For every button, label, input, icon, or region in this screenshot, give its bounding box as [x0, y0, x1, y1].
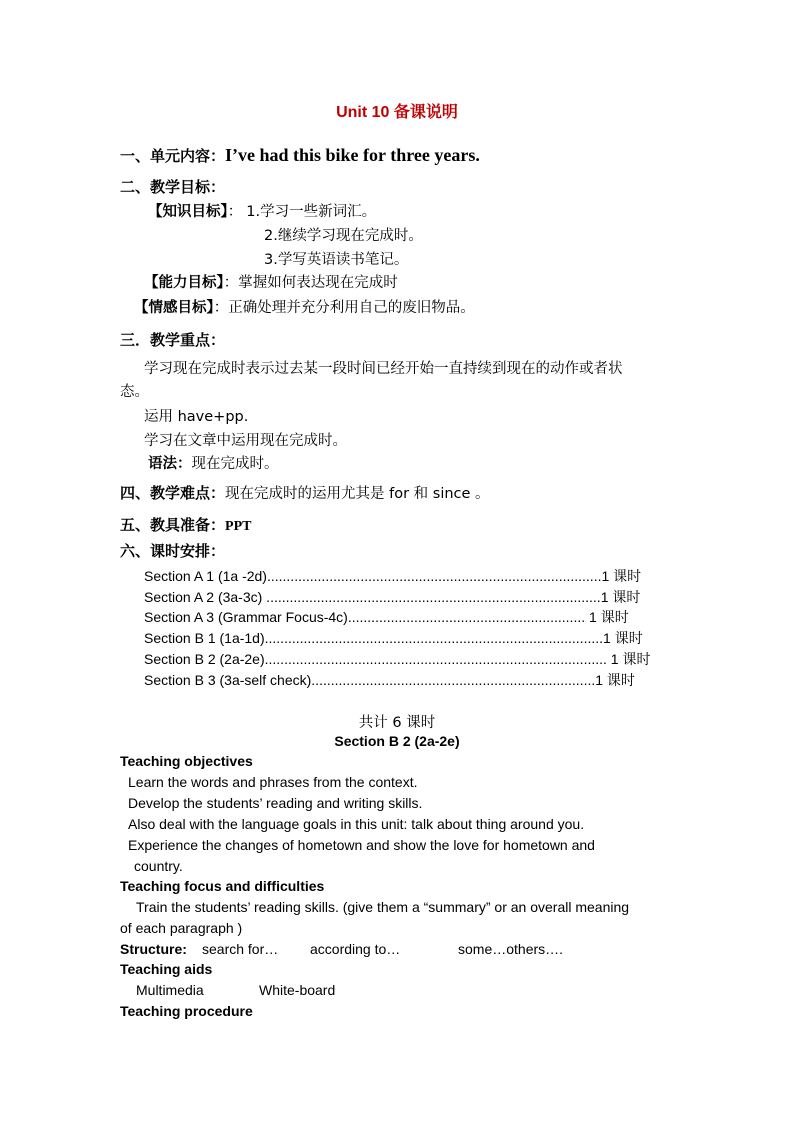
structure-label: Structure:: [120, 941, 187, 957]
knowledge-goal-line: [148, 200, 376, 221]
materials-label: 五、教具准备：: [120, 516, 226, 534]
schedule-leader-dots: ......................................................................................: [266, 568, 602, 584]
materials-text: PPT: [225, 519, 252, 534]
ability-goal-line: [144, 271, 398, 292]
schedule-leader-dots: ........................................................................................: [264, 651, 607, 667]
schedule-hours: 1 课时: [601, 568, 642, 584]
schedule-section-name: Section A 3 (Grammar Focus-4c): [144, 609, 348, 625]
schedule-leader-dots: .............................................................: [347, 609, 586, 625]
focus-label: Teaching focus and difficulties: [120, 878, 325, 894]
focus-line: of each paragraph ): [120, 920, 243, 936]
schedule-row: [144, 649, 651, 669]
document-title: Unit 10 备课说明: [336, 104, 458, 121]
unit-content-line: [120, 145, 480, 166]
emotion-goal-label: 【情感目标】: [134, 300, 214, 316]
schedule-label: 六、课时安排：: [120, 542, 226, 560]
knowledge-goal-sep: ：: [227, 204, 243, 220]
difficulty-label: 四、教学难点：: [120, 484, 226, 502]
ability-goal-text: ：掌握如何表达现在完成时: [223, 275, 398, 291]
schedule-leader-dots: ......................................................................................: [262, 589, 601, 605]
emotion-goal-line: [134, 296, 475, 317]
knowledge-goal-label: 【知识目标】: [148, 204, 228, 220]
schedule-hours: 1 课时: [606, 651, 651, 667]
schedule-section-name: Section A 1 (1a -2d): [144, 568, 267, 584]
grammar-label: 语法：: [148, 456, 192, 472]
schedule-hours: 1 课时: [585, 609, 629, 625]
unit-content-label: 一、单元内容：: [120, 147, 226, 165]
schedule-hours: 1 课时: [595, 672, 635, 688]
knowledge-goal-item: 2.继续学习现在完成时。: [264, 228, 423, 244]
schedule-section-name: Section A 2 (3a-3c): [144, 589, 263, 605]
grammar-line: [148, 452, 279, 473]
emotion-goal-text: ：正确处理并充分利用自己的废旧物品。: [213, 300, 475, 316]
knowledge-goal-item: 3.学写英语读书笔记。: [264, 252, 409, 268]
difficulty-text: 现在完成时的运用尤其是 for 和 since 。: [225, 486, 490, 502]
structure-item: according to…: [310, 941, 401, 957]
aids-label: Teaching aids: [120, 961, 213, 977]
materials-line: [120, 514, 251, 535]
difficulty-line: [120, 482, 490, 503]
schedule-row: [144, 628, 643, 648]
objective-item: country.: [134, 858, 183, 874]
structure-item: some…others….: [458, 941, 564, 957]
schedule-leader-dots: .......................................................................................: [264, 630, 604, 646]
schedule-section-name: Section B 2 (2a-2e): [144, 651, 265, 667]
objective-item: Learn the words and phrases from the context.: [128, 774, 418, 790]
schedule-row: [144, 670, 635, 690]
knowledge-goal-item: 1.学习一些新词汇。: [246, 204, 377, 220]
key-point-line: 学习现在完成时表示过去某一段时间已经开始一直持续到现在的动作或者状: [144, 361, 623, 377]
schedule-hours: 1 课时: [603, 630, 643, 646]
schedule-leader-dots: .........................................................................: [311, 672, 596, 688]
objective-item: Develop the students’ reading and writing skills.: [128, 795, 423, 811]
ability-goal-label: 【能力目标】: [144, 275, 224, 291]
schedule-row: [144, 607, 629, 627]
grammar-text: 现在完成时。: [191, 456, 279, 472]
key-point-line: 学习在文章中运用现在完成时。: [144, 433, 347, 449]
key-points-label: 三．教学重点：: [120, 331, 226, 349]
focus-line: Train the students’ reading skills. (give them a “summary” or an overall meaning: [136, 899, 630, 915]
objectives-label: Teaching objectives: [120, 753, 253, 769]
schedule-row: [144, 587, 640, 607]
aids-item: White-board: [259, 982, 336, 998]
teaching-goals-label: 二、教学目标：: [120, 178, 226, 196]
key-point-line: 态。: [120, 384, 149, 400]
schedule-hours: 1 课时: [600, 589, 641, 605]
objective-item: Experience the changes of hometown and show the love for hometown and: [128, 837, 595, 853]
schedule-section-name: Section B 1 (1a-1d): [144, 630, 265, 646]
schedule-row: [144, 566, 641, 586]
lesson-heading: Section B 2 (2a-2e): [334, 733, 460, 749]
schedule-section-name: Section B 3 (3a-self check): [144, 672, 312, 688]
structure-item: search for…: [202, 941, 279, 957]
unit-content-text: I’ve had this bike for three years.: [225, 145, 480, 165]
procedure-label: Teaching procedure: [120, 1003, 253, 1019]
aids-item: Multimedia: [136, 982, 204, 998]
schedule-total: 共计 6 课时: [358, 715, 436, 731]
key-point-line: 运用 have+pp.: [144, 409, 249, 425]
objective-item: Also deal with the language goals in this unit: talk about thing around you.: [128, 816, 585, 832]
